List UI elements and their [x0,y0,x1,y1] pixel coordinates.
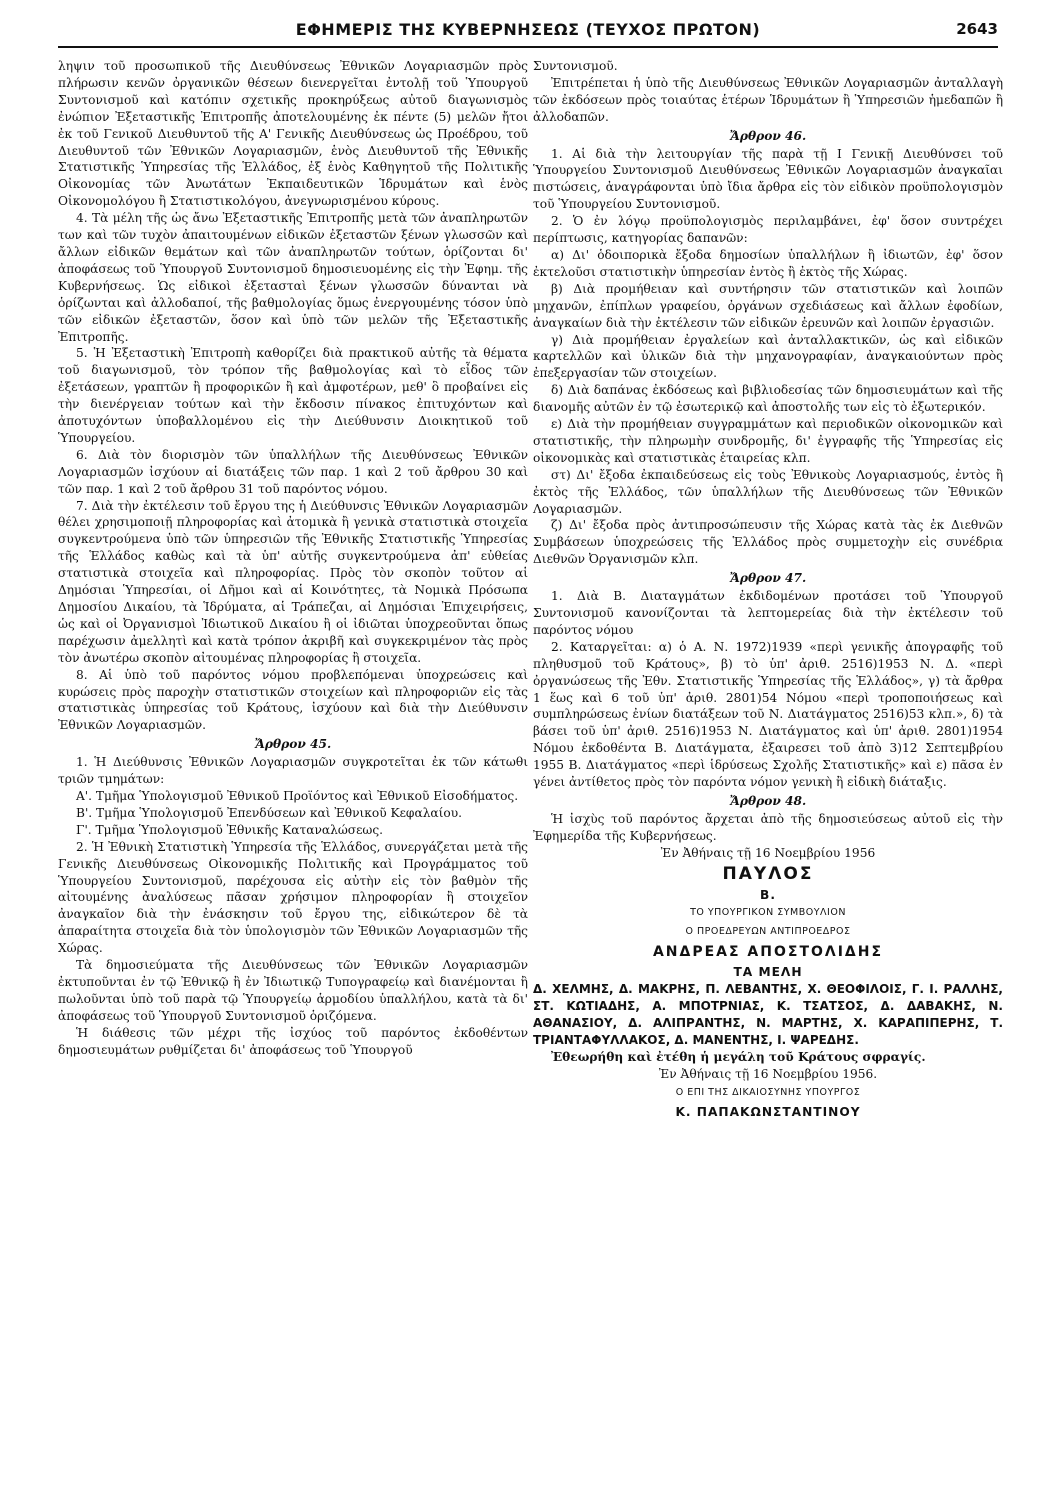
article-45-par-2: 2. Ἡ Ἐθνικὴ Στατιστικὴ Ὑπηρεσία τῆς Ἑλλάδος, συνεργάζεται μετὰ τῆς Γενικῆς Διευθύνσεως Οἰκονομικῆς Πολιτικῆς καὶ Προγράμματος τοῦ Ὑπουργείου Συντονισμοῦ, παρέχουσα εἰς αὐτὴν εἰς τὸν βαθμὸν τῆς αἰτουμένης ἀναλύσεως πᾶσαν χρήσιμον πληροφορίαν ἢ στοιχεῖον ἀναγκαῖον διὰ τὴν ἐνάσκησιν τοῦ ἔργου της, εἰδικώτερον δὲ τὰ ἀπαραίτητα στοιχεῖα διὰ τὸν ὑπολογισμὸν τῶν Ἐθνικῶν Λογαριασμῶν τῆς Χώρας. [58,839,528,956]
seal-date: Ἐν Ἀθήναις τῇ 16 Νοεμβρίου 1956. [658,1066,878,1081]
article-46-item-d: δ) Διὰ δαπάνας ἐκδόσεως καὶ βιβλιοδεσίας τῶν δημοσιευμάτων καὶ τῆς διανομῆς αὐτῶν ἐν τῷ ἐσωτερικῷ καὶ ἀποστολῆς των εἰς τὸ ἐξωτερικόν. [533,383,1003,415]
article-48-heading: Ἄρθρον 48. [729,793,807,808]
paragraph-6: 6. Διὰ τὸν διορισμὸν τῶν ὑπαλλήλων τῆς Διευθύνσεως Ἐθνικῶν Λογαριασμῶν ἰσχύουν αἱ διατάξεις τῶν παρ. 1 καὶ 2 τοῦ ἄρθρου 30 καὶ τῶν παρ. 1 καὶ 2 τοῦ ἄρθρου 31 τοῦ παρόντος νόμου. [58,447,528,496]
justice-minister-name: Κ. ΠΑΠΑΚΩΝΣΤΑΝΤΙΝΟΥ [675,1104,861,1119]
signing-date: Ἐν Ἀθήναις τῇ 16 Νοεμβρίου 1956 [660,845,876,860]
article-45-par-1: 1. Ἡ Διεύθυνσις Ἐθνικῶν Λογαριασμῶν συγκροτεῖται ἐκ τῶν κάτωθι τριῶν τμημάτων: [58,755,528,787]
page-number: 2643 [956,20,998,38]
article-45-section-a: Α'. Τμῆμα Ὑπολογισμοῦ Ἐθνικοῦ Προϊόντος καὶ Ἐθνικοῦ Εἰσοδήματος. [76,788,519,803]
article-46-heading: Ἄρθρον 46. [729,128,807,143]
members-title: ΤΑ ΜΕΛΗ [733,965,803,980]
article-46-item-st: στ) Δι' ἔξοδα ἐκπαιδεύσεως εἰς τοὺς Ἐθνικοὺς Λογαριασμούς, ἐντὸς ἢ ἐκτὸς τῆς Ἑλλάδος, τῶν ὑπαλλήλων τῆς Διευθύνσεως τῶν Ἐθνικῶν Λογαριασμῶν. [533,467,1003,516]
vice-president-title: Ο ΠΡΟΕΔΡΕΥΩΝ ΑΝΤΙΠΡΟΕΔΡΟΣ [685,926,851,938]
continued-text: Συντονισμοῦ. [533,59,618,73]
paragraph-4: 4. Τὰ μέλη τῆς ὡς ἄνω Ἐξεταστικῆς Ἐπιτροπῆς μετὰ τῶν ἀναπληρωτῶν των καὶ τῶν τυχὸν ἀπαιτουμένων εἰδικῶν ἐξεταστῶν ξένων γλωσσῶν καὶ ἄλλων εἰδικῶν θεμάτων καὶ τῶν ἀναπληρωτῶν τούτων, ὁρίζονται δι' ἀποφάσεως τοῦ Ὑπουργοῦ Συντονισμοῦ δημοσιευομένης εἰς τὴν Ἐφημ. τῆς Κυβερνήσεως. Ὡς εἰδικοὶ ἐξετασταὶ ξένων γλωσσῶν δύνανται νὰ ὁρίζωνται καὶ ἀλλοδαποί, τῆς βαθμολογίας ὅμως ἐνεργουμένης τόσον ὑπὸ τῶν εἰδικῶν ἐξεταστῶν, ὅσον καὶ ὑπὸ τῶν μελῶν τῆς Ἐξεταστικῆς Ἐπιτροπῆς. [58,211,528,344]
vice-president-name: ΑΝΔΡΕΑΣ ΑΠΟΣΤΟΛΙΔΗΣ [652,944,884,961]
members-list: Δ. ΧΕΛΜΗΣ, Δ. ΜΑΚΡΗΣ, Π. ΛΕΒΑΝΤΗΣ, Χ. ΘΕΟΦΙΛΟΙΣ, Γ. Ι. ΡΑΛΛΗΣ, ΣΤ. ΚΩΤΙΑΔΗΣ, Α. ΜΠΟΤΡΝΙΑΣ, Κ. ΤΣΑΤΣΟΣ, Δ. ΔΑΒΑΚΗΣ, Ν. ΑΘΑΝΑΣΙΟΥ, Δ. ΑΛΙΠΡΑΝΤΗΣ, Ν. ΜΑΡΤΗΣ, Χ. ΚΑΡΑΠΙΠΕΡΗΣ, Τ. ΤΡΙΑΝΤΑΦΥΛΛΑΚΟΣ, Δ. ΜΑΝΕΝΤΗΣ, Ι. ΨΑΡΕΔΗΣ. [533,982,1003,1048]
paragraph-3-continued: ληψιν τοῦ προσωπικοῦ τῆς Διευθύνσεως Ἐθνικῶν Λογαριασμῶν πρὸς πλήρωσιν κενῶν ὀργανικῶν θέσεων διενεργεῖται ἐντολῇ τοῦ Ὑπουργοῦ Συντονισμοῦ καὶ κατόπιν σχετικῆς προκηρύξεως αὐτοῦ διαγωνισμὸς ἐνώπιον Ἐξεταστικῆς Ἐπιτροπῆς ἀποτελουμένης ἐκ πέντε (5) μελῶν ἤτοι ἐκ τοῦ Γενικοῦ Διευθυντοῦ τῆς Α' Γενικῆς Διευθύνσεως ὡς Προέδρου, τοῦ Διευθυντοῦ τῶν Ἐθνικῶν Λογαριασμῶν, ἑνὸς Διευθυντοῦ τῆς Ἐθνικῆς Στατιστικῆς Ὑπηρεσίας τῆς Ἑλλάδος, ἐξ ἑνὸς Καθηγητοῦ τῆς Πολιτικῆς Οἰκονομίας τῶν Ἀνωτάτων Ἐκπαιδευτικῶν Ἱδρυμάτων καὶ ἑνὸς Οἰκονομολόγου ἢ Στατιστικολόγου, ἀνεγνωρισμένου κύρους. [58,59,528,209]
article-46-par-2: 2. Ὁ ἐν λόγῳ προϋπολογισμὸς περιλαμβάνει, ἐφ' ὅσον συντρέχει περίπτωσις, κατηγορίας δαπανῶν: [533,214,1003,246]
council-title: ΤΟ ΥΠΟΥΡΓΙΚΟΝ ΣΥΜΒΟΥΛΙΟΝ [690,907,846,919]
king-name: ΠΑΥΛΟΣ [722,863,814,884]
article-45-disposal: Ἡ διάθεσις τῶν μέχρι τῆς ἰσχύος τοῦ παρόντος ἐκδοθέντων δημοσιευμάτων ρυθμίζεται δι' ἀποφάσεως τοῦ Ὑπουργοῦ [58,1025,528,1057]
article-45-heading: Ἄρθρον 45. [254,737,332,752]
article-45-section-g: Γ'. Τμῆμα Ὑπολογισμοῦ Ἐθνικῆς Καταναλώσεως. [76,822,384,837]
right-column [533,58,1003,1121]
article-46-item-a: α) Δι' ὁδοιπορικὰ ἔξοδα δημοσίων ὑπαλλήλων ἢ ἰδιωτῶν, ἐφ' ὅσον ἐκτελοῦσι στατιστικὴν ὑπηρεσίαν ἐντὸς ἢ ἐκτὸς τῆς Χώρας. [533,247,1003,279]
article-46-par-1: 1. Αἱ διὰ τὴν λειτουργίαν τῆς παρὰ τῇ Ι Γενικῇ Διευθύνσει τοῦ Ὑπουργείου Συντονισμοῦ Διευθύνσεως Ἐθνικῶν Λογαριασμῶν ἀναγκαῖαι πιστώσεις, ἀναγράφονται ὑπὸ ἴδια ἄρθρα εἰς τὸν εἰδικὸν προϋπολογισμὸν τοῦ Ὑπουργείου Συντονισμοῦ. [533,146,1003,212]
seal-note: Ἐθεωρήθη καὶ ἐτέθη ἡ μεγάλη τοῦ Κράτους σφραγίς. [551,1050,926,1065]
article-45-section-b: Β'. Τμῆμα Ὑπολογισμοῦ Ἐπενδύσεων καὶ Ἐθνικοῦ Κεφαλαίου. [76,805,463,820]
article-47-heading: Ἄρθρον 47. [729,571,807,586]
article-46-item-z: ζ) Δι' ἔξοδα πρὸς ἀντιπροσώπευσιν τῆς Χώρας κατὰ τὰς ἐκ Διεθνῶν Συμβάσεων ὑποχρεώσεις τῆς Ἑλλάδος πρὸς συμμετοχὴν εἰς συνέδρια Διεθνῶν Ὀργανισμῶν κλπ. [533,518,1003,567]
paragraph-8: 8. Αἱ ὑπὸ τοῦ παρόντος νόμου προβλεπόμεναι ὑποχρεώσεις καὶ κυρώσεις πρὸς παροχὴν στατιστικῶν στοιχείων καὶ πληροφοριῶν εἰς τὰς στατιστικὰς ὑπηρεσίας τοῦ Κράτους, ἰσχύουν καὶ διὰ τὴν Διεύθυνσιν Ἐθνικῶν Λογαριασμῶν. [58,667,528,733]
left-column [58,58,528,1058]
exchange-paragraph: Ἐπιτρέπεται ἡ ὑπὸ τῆς Διευθύνσεως Ἐθνικῶν Λογαριασμῶν ἀνταλλαγὴ τῶν ἐκδόσεων πρὸς τοιαύτας ἑτέρων Ἱδρυμάτων ἢ Ὑπηρεσιῶν ἡμεδαπῶν ἢ ἀλλοδαπῶν. [533,75,1003,124]
article-46-item-e: ε) Διὰ τὴν προμήθειαν συγγραμμάτων καὶ περιοδικῶν οἰκονομικῶν καὶ στατιστικῆς, τὴν πληρωμὴν συνδρομῆς, δι' ἐγγραφῆς τῆς Ὑπηρεσίας εἰς οἰκονομικὰς καὶ στατιστικὰς ἑταιρείας κλπ. [533,417,1003,465]
article-48-text: Ἡ ἰσχὺς τοῦ παρόντος ἄρχεται ἀπὸ τῆς δημοσιεύσεως αὐτοῦ εἰς τὴν Ἐφημερίδα τῆς Κυβερνήσεως. [533,811,1003,843]
article-47-par-2: 2. Καταργεῖται: α) ὁ Α. Ν. 1972)1939 «περὶ γενικῆς ἀπογραφῆς τοῦ πληθυσμοῦ τοῦ Κράτους», β) τὸ ὑπ' ἀριθ. 2516)1953 Ν. Δ. «περὶ ὀργανώσεως τῆς Ἐθν. Στατιστικῆς Ὑπηρεσίας τῆς Ἑλλάδος», γ) τὰ ἄρθρα 1 ἕως καὶ 6 τοῦ ὑπ' ἀριθ. 2801)54 Νόμου «περὶ τροποποιήσεως καὶ συμπληρώσεως ἐνίων διατάξεων τοῦ Ν. Διατάγματος 2516)53 κλπ.», δ) τὰ βάσει τοῦ ὑπ' ἀριθ. 2516)1953 Ν. Διατάγματος καὶ ὑπ' ἀριθ. 2801)1954 Νόμου ἐκδοθέντα Β. Διατάγματα, ἐξαιρεσει τοῦ ἀπὸ 3)12 Σεπτεμβρίου 1955 Β. Διατάγματος «περὶ ἱδρύσεως Σχολῆς Στατιστικῆς» καὶ ε) πᾶσα ἐν γένει ἀντίθετος πρὸς τὸν παρόντα νόμον γενικὴ ἢ εἰδικὴ διάταξις. [533,639,1003,790]
justice-minister-title: Ο ΕΠΙ ΤΗΣ ΔΙΚΑΙΟΣΥΝΗΣ ΥΠΟΥΡΓΟΣ [675,1086,861,1098]
article-46-item-b: β) Διὰ προμήθειαν καὶ συντήρησιν τῶν στατιστικῶν καὶ λοιπῶν μηχανῶν, ἐπίπλων γραφείου, ὀργάνων σχεδιάσεως καὶ ἄλλων ἐφοδίων, ἀναγκαίων διὰ τὴν ἐκτέλεσιν τῶν εἰδικῶν ἐρευνῶν καὶ λοιπῶν ἐργασιῶν. [533,281,1003,330]
paragraph-7: 7. Διὰ τὴν ἐκτέλεσιν τοῦ ἔργου της ἡ Διεύθυνσις Ἐθνικῶν Λογαριασμῶν θέλει χρησιμοποιῇ πληροφορίας καὶ ἀτομικὰ ἢ γενικὰ στατιστικὰ στοιχεῖα συγκεντρούμενα ὑπὸ τῶν ὑπηρεσιῶν τῆς Ἐθνικῆς Στατιστικῆς Ὑπηρεσίας τῆς Ἑλλάδος καθὼς καὶ τὰ ὑπ' αὐτῆς συγκεντρούμενα ἀπ' εὐθείας στατιστικὰ στοιχεῖα καὶ πληροφορίας. Πρὸς τὸν σκοπὸν τοῦτον αἱ Δημόσιαι Ὑπηρεσίαι, οἱ Δῆμοι καὶ αἱ Κοινότητες, τὰ Νομικὰ Πρόσωπα Δημοσίου Δικαίου, τὰ Ἱδρύματα, αἱ Τράπεζαι, αἱ Δημόσιαι Ἐπιχειρήσεις, ὡς καὶ οἱ Ὀργανισμοὶ Ἰδιωτικοῦ Δικαίου ἢ οἱ ἰδιῶται ὑποχρεοῦνται ὅπως παρέχωσιν ἀμελλητὶ καὶ κατὰ τρόπον ἀκριβῆ καὶ συγκεκριμένον τὰς πρὸς τὸν ἀνωτέρω σκοπὸν αἰτουμένας πληροφορίας ἢ στοιχεῖα. [58,498,528,665]
article-45-publications: Τὰ δημοσιεύματα τῆς Διευθύνσεως τῶν Ἐθνικῶν Λογαριασμῶν ἐκτυποῦνται ἐν τῷ Ἐθνικῷ ἢ ἐν Ἰδιωτικῷ Τυπογραφείῳ καὶ διανέμονται ἢ πωλοῦνται ὑπὸ τοῦ παρὰ τῷ Ὑπουργείῳ ἁρμοδίου ὑπαλλήλου, κατὰ τὰ δι' ἀποφάσεως τοῦ Ὑπουργοῦ Συντονισμοῦ ὁριζόμενα. [58,958,528,1023]
page-header [58,10,998,48]
article-47-par-1: 1. Διὰ Β. Διαταγμάτων ἐκδιδομένων προτάσει τοῦ Ὑπουργοῦ Συντονισμοῦ κανονίζονται τὰ λεπτομερείας διὰ τὴν ἐκτέλεσιν τοῦ παρόντος νόμου [533,589,1003,637]
king-initial: Β. [760,887,776,902]
article-46-item-g: γ) Διὰ προμήθειαν ἐργαλείων καὶ ἀνταλλακτικῶν, ὡς καὶ εἰδικῶν καρτελλῶν καὶ ὑλικῶν διὰ τὴν μηχανογραφίαν, ἀναγκαιούντων πρὸς ἐπεξεργασίαν τῶν στοιχείων. [533,332,1003,381]
header-title: ΕΦΗΜΕΡΙΣ ΤΗΣ ΚΥΒΕΡΝΗΣΕΩΣ (ΤΕΥΧΟΣ ΠΡΩΤΟΝ) [295,20,761,39]
paragraph-5: 5. Ἡ Ἐξεταστικὴ Ἐπιτροπὴ καθορίζει διὰ πρακτικοῦ αὐτῆς τὰ θέματα τοῦ διαγωνισμοῦ, τὸν τρόπον τῆς βαθμολογίας καὶ τὸ εἶδος τῶν ἐξετάσεων, γραπτῶν ἢ προφορικῶν ἢ καὶ ἀμφοτέρων, μεθ' ὃ προβαίνει εἰς τὴν διενέργειαν τούτων καὶ τὴν ἔκδοσιν πίνακος ἐπιτυχόντων καὶ ἀποτυχόντων ὑποβαλλομένου εἰς τὴν Διεύθυνσιν Διοικητικοῦ τοῦ Ὑπουργείου. [58,346,528,445]
